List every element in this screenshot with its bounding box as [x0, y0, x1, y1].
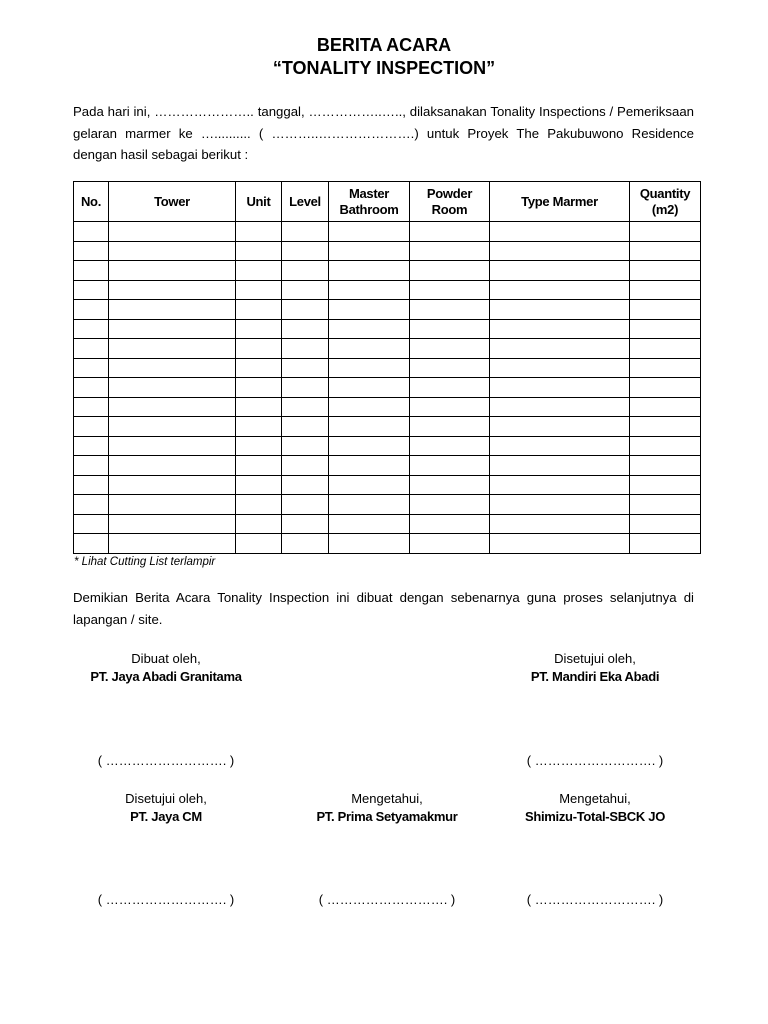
table-cell — [74, 319, 109, 339]
table-cell — [329, 358, 410, 378]
table-row — [74, 261, 701, 281]
table-cell — [109, 280, 236, 300]
table-cell — [109, 319, 236, 339]
table-cell — [236, 534, 282, 554]
table-cell — [282, 261, 329, 281]
table-cell — [410, 339, 490, 359]
signature-role: Disetujui oleh, — [554, 651, 636, 666]
table-cell — [630, 397, 701, 417]
table-cell — [236, 222, 282, 242]
table-row — [74, 534, 701, 554]
table-cell — [74, 300, 109, 320]
table-cell — [109, 514, 236, 534]
table-cell — [329, 339, 410, 359]
table-cell — [109, 456, 236, 476]
signature-blank: ( ………………………. ) — [318, 892, 456, 907]
table-header-row — [74, 182, 701, 222]
table-cell — [282, 358, 329, 378]
table-cell — [410, 495, 490, 515]
table-row — [74, 475, 701, 495]
table-cell — [74, 280, 109, 300]
table-cell — [282, 475, 329, 495]
table-cell — [490, 319, 630, 339]
table-cell — [410, 280, 490, 300]
table-cell — [630, 300, 701, 320]
table-cell — [329, 417, 410, 437]
table-cell — [282, 378, 329, 398]
table-cell — [236, 417, 282, 437]
table-cell — [236, 475, 282, 495]
table-cell — [410, 397, 490, 417]
table-cell — [282, 397, 329, 417]
table-cell — [236, 339, 282, 359]
table-cell — [410, 378, 490, 398]
table-cell — [236, 241, 282, 261]
table-cell — [630, 475, 701, 495]
table-cell — [236, 378, 282, 398]
table-cell — [329, 456, 410, 476]
table-cell — [74, 475, 109, 495]
table-cell — [282, 241, 329, 261]
table-cell — [410, 319, 490, 339]
signature-role: Mengetahui, — [351, 791, 423, 806]
table-cell — [630, 378, 701, 398]
signature-acknowledged-1 — [287, 790, 487, 826]
table-cell — [74, 339, 109, 359]
header-quantity: Quantity (m2) — [630, 182, 701, 222]
table-cell — [74, 436, 109, 456]
table-row — [74, 397, 701, 417]
signature-blank: ( ………………………. ) — [526, 753, 664, 768]
table-cell — [282, 417, 329, 437]
table-cell — [329, 280, 410, 300]
table-cell — [329, 514, 410, 534]
table-cell — [329, 397, 410, 417]
signature-company: PT. Prima Setyamakmur — [316, 809, 458, 824]
table-cell — [630, 495, 701, 515]
table-cell — [490, 241, 630, 261]
header-no: No. — [74, 182, 109, 222]
table-cell — [490, 417, 630, 437]
table-cell — [630, 241, 701, 261]
table-row — [74, 319, 701, 339]
table-cell — [236, 319, 282, 339]
table-cell — [282, 280, 329, 300]
table-cell — [282, 339, 329, 359]
table-cell — [329, 534, 410, 554]
table-row — [74, 495, 701, 515]
signature-company: Shimizu-Total-SBCK JO — [524, 809, 666, 824]
signature-approved-2 — [66, 790, 266, 826]
table-cell — [630, 358, 701, 378]
inspection-table — [73, 181, 701, 554]
signature-blank: ( ………………………. ) — [97, 753, 235, 768]
table-cell — [630, 339, 701, 359]
signature-company: PT. Jaya CM — [130, 809, 202, 824]
table-row — [74, 358, 701, 378]
table-cell — [630, 436, 701, 456]
table-cell — [630, 514, 701, 534]
table-cell — [490, 378, 630, 398]
header-powder-room: Powder Room — [410, 182, 490, 222]
signature-acknowledged-2 — [495, 790, 695, 826]
table-cell — [282, 514, 329, 534]
header-master-bathroom: Master Bathroom — [329, 182, 410, 222]
table-cell — [74, 534, 109, 554]
signature-blank: ( ………………………. ) — [526, 892, 664, 907]
table-cell — [630, 280, 701, 300]
table-cell — [410, 417, 490, 437]
table-cell — [74, 378, 109, 398]
table-cell — [236, 397, 282, 417]
table-row — [74, 222, 701, 242]
table-cell — [329, 222, 410, 242]
table-cell — [490, 534, 630, 554]
table-cell — [109, 495, 236, 515]
table-row — [74, 436, 701, 456]
table-cell — [410, 475, 490, 495]
table-cell — [282, 495, 329, 515]
table-cell — [410, 241, 490, 261]
table-cell — [329, 436, 410, 456]
signature-company: PT. Jaya Abadi Granitama — [90, 669, 242, 684]
table-cell — [490, 397, 630, 417]
table-cell — [329, 300, 410, 320]
table-cell — [282, 534, 329, 554]
table-cell — [329, 241, 410, 261]
table-cell — [329, 378, 410, 398]
table-cell — [74, 358, 109, 378]
table-cell — [490, 300, 630, 320]
signature-company: PT. Mandiri Eka Abadi — [530, 669, 660, 684]
table-cell — [109, 417, 236, 437]
signature-role: Disetujui oleh, — [125, 791, 207, 806]
table-cell — [630, 534, 701, 554]
table-cell — [282, 319, 329, 339]
table-row — [74, 300, 701, 320]
table-row — [74, 417, 701, 437]
table-row — [74, 378, 701, 398]
table-row — [74, 339, 701, 359]
table-cell — [109, 261, 236, 281]
table-cell — [236, 436, 282, 456]
table-cell — [630, 261, 701, 281]
table-row — [74, 241, 701, 261]
closing-paragraph: Demikian Berita Acara Tonality Inspection ini dibuat dengan sebenarnya guna proses selanjutnya di lapangan / site. — [73, 590, 694, 627]
header-tower: Tower — [109, 182, 236, 222]
document-title: BERITA ACARA — [316, 35, 452, 55]
table-cell — [282, 456, 329, 476]
table-cell — [630, 222, 701, 242]
table-cell — [109, 339, 236, 359]
table-row — [74, 280, 701, 300]
table-cell — [329, 319, 410, 339]
table-cell — [236, 456, 282, 476]
table-cell — [410, 358, 490, 378]
table-cell — [490, 280, 630, 300]
table-cell — [109, 475, 236, 495]
table-cell — [490, 339, 630, 359]
table-cell — [490, 456, 630, 476]
table-footnote: * Lihat Cutting List terlampir — [74, 556, 216, 568]
table-cell — [236, 300, 282, 320]
header-type-marmer: Type Marmer — [490, 182, 630, 222]
table-cell — [74, 514, 109, 534]
table-cell — [490, 358, 630, 378]
header-level: Level — [282, 182, 329, 222]
table-cell — [74, 241, 109, 261]
table-cell — [74, 261, 109, 281]
table-cell — [630, 456, 701, 476]
table-row — [74, 456, 701, 476]
table-cell — [630, 319, 701, 339]
table-cell — [109, 222, 236, 242]
table-cell — [329, 475, 410, 495]
table-cell — [329, 495, 410, 515]
table-cell — [282, 222, 329, 242]
table-cell — [236, 261, 282, 281]
table-cell — [410, 300, 490, 320]
intro-paragraph: Pada hari ini, ………………….. tanggal, ……………..….., dilaksanakan Tonality Inspections / Pemeriksaan gelaran marmer ke ….......... ( ………..………………….) untuk Proyek The Pakubuwono Residence dengan hasil sebagai berikut : — [73, 104, 694, 162]
table-cell — [236, 358, 282, 378]
table-cell — [109, 358, 236, 378]
table-cell — [410, 222, 490, 242]
table-cell — [109, 300, 236, 320]
table-cell — [109, 378, 236, 398]
table-cell — [109, 436, 236, 456]
table-cell — [109, 534, 236, 554]
signature-role: Mengetahui, — [559, 791, 631, 806]
table-cell — [74, 222, 109, 242]
table-cell — [410, 534, 490, 554]
table-cell — [282, 300, 329, 320]
table-cell — [410, 436, 490, 456]
table-cell — [630, 417, 701, 437]
signature-blank: ( ………………………. ) — [97, 892, 235, 907]
signature-approved-1 — [495, 650, 695, 686]
document-subtitle: “TONALITY INSPECTION” — [272, 58, 496, 78]
header-unit: Unit — [236, 182, 282, 222]
table-cell — [410, 514, 490, 534]
table-cell — [109, 241, 236, 261]
table-cell — [329, 261, 410, 281]
table-row — [74, 514, 701, 534]
table-cell — [74, 495, 109, 515]
table-cell — [236, 495, 282, 515]
table-cell — [236, 514, 282, 534]
table-cell — [490, 436, 630, 456]
table-cell — [410, 456, 490, 476]
signature-made-by — [66, 650, 266, 686]
table-cell — [282, 436, 329, 456]
table-cell — [490, 261, 630, 281]
signature-role: Dibuat oleh, — [131, 651, 201, 666]
table-cell — [490, 495, 630, 515]
table-cell — [490, 222, 630, 242]
table-cell — [236, 280, 282, 300]
table-cell — [74, 417, 109, 437]
table-cell — [74, 456, 109, 476]
table-cell — [490, 475, 630, 495]
table-cell — [74, 397, 109, 417]
table-cell — [410, 261, 490, 281]
table-cell — [490, 514, 630, 534]
table-cell — [109, 397, 236, 417]
